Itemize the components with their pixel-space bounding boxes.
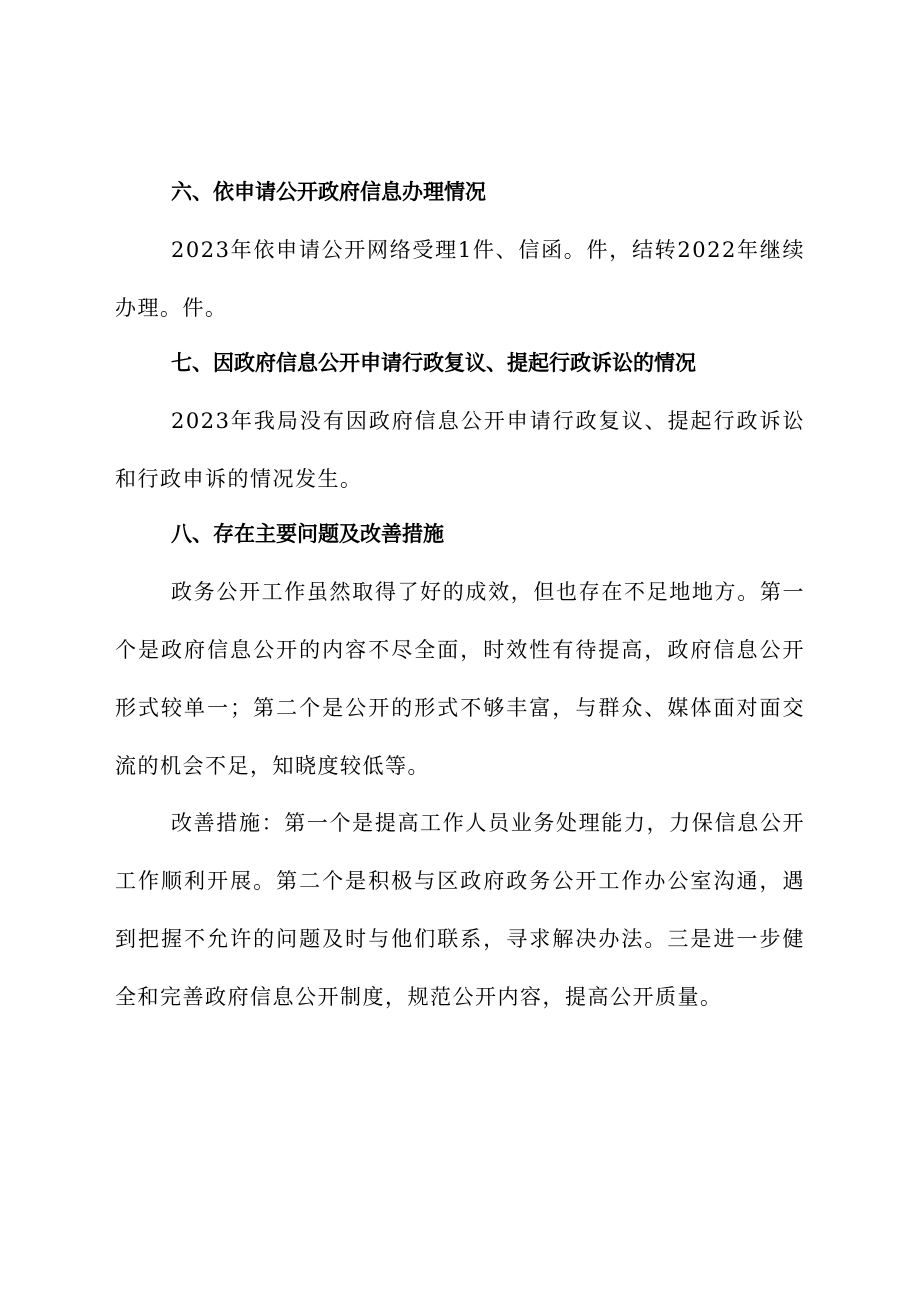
section-paragraph-8-measures: 改善措施：第一个是提高工作人员业务处理能力，力保信息公开工作顺利开展。第二个是积极与区政府政务公开工作办公室沟通，遇到把握不允许的问题及时与他们联系，寻求解决办法。三是进一步健全和完善政府信息公开制度，规范公开内容，提高公开质量。 [115,811,805,1009]
section-heading-8: 八、存在主要问题及改善措施 [171,522,444,546]
section-paragraph-8-problems: 政务公开工作虽然取得了好的成效，但也存在不足地地方。第一个是政府信息公开的内容不尽全面，时效性有待提高，政府信息公开形式较单一；第二个是公开的形式不够丰富，与群众、媒体面对面交流的机会不足，知晓度较低等。 [115,580,805,778]
section-paragraph-6: 2023年依申请公开网络受理1件、信函。件，结转2022年继续办理。件。 [115,238,805,320]
section-paragraph-7: 2023年我局没有因政府信息公开申请行政复议、提起行政诉讼和行政申诉的情况发生。 [115,409,805,491]
section-heading-6: 六、依申请公开政府信息办理情况 [171,180,486,204]
section-heading-7: 七、因政府信息公开申请行政复议、提起行政诉讼的情况 [171,351,696,375]
